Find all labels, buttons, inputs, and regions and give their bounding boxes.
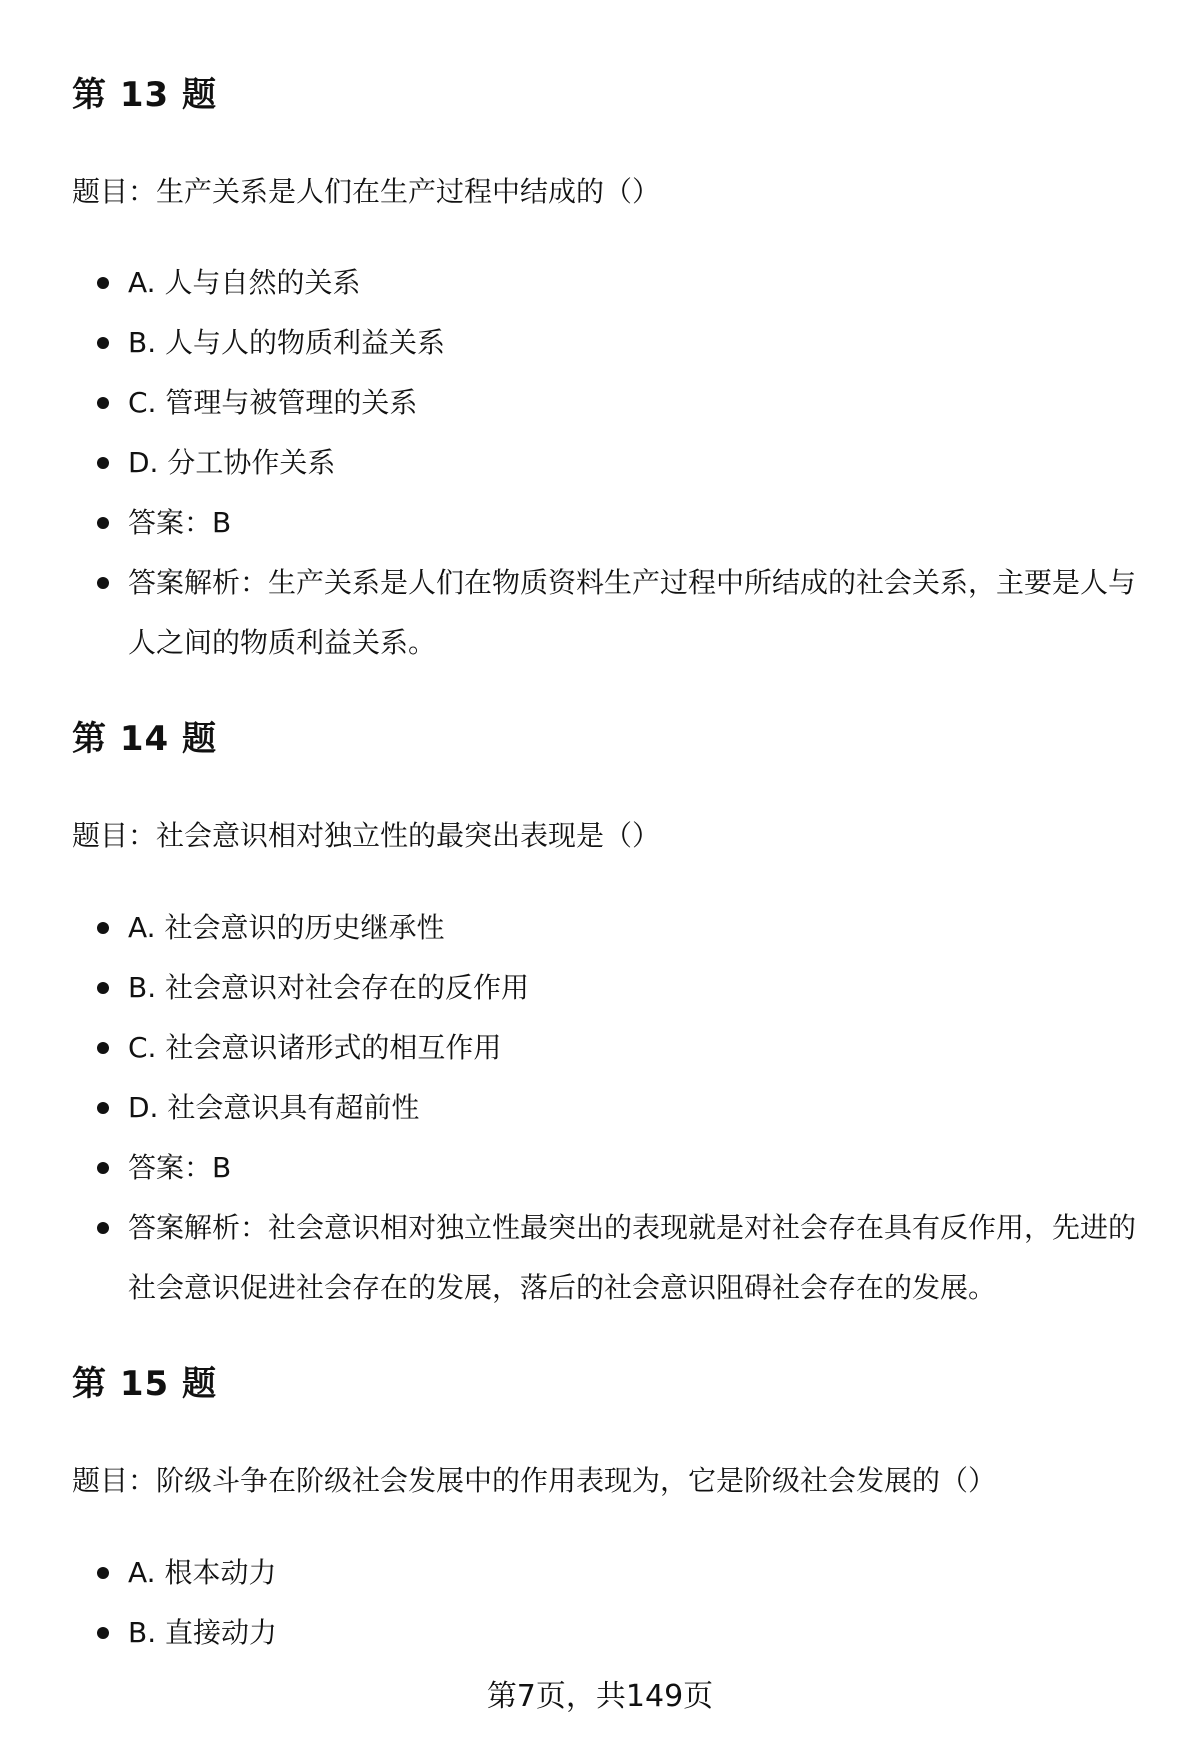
option-a [0,253,1200,313]
option-text: B. 社会意识对社会存在的反作用 [128,971,530,1004]
option-c [0,1018,1200,1078]
bullet-icon [97,337,109,349]
answer-explanation [0,1198,1200,1318]
bullet-icon [97,1567,109,1579]
option-text: D. 分工协作关系 [128,446,336,479]
question-title: 第 15 题 [72,1364,217,1404]
answer-explanation [0,553,1200,673]
option-a [0,898,1200,958]
option-text: D. 社会意识具有超前性 [128,1091,420,1124]
option-text: B. 人与人的物质利益关系 [128,326,446,359]
answer-text: 答案：B [128,506,232,539]
question-stem: 题目：阶级斗争在阶级社会发展中的作用表现为，它是阶级社会发展的（） [72,1464,997,1497]
option-b [0,958,1200,1018]
answer [0,493,1200,553]
bullet-icon [97,922,109,934]
option-a [0,1543,1200,1603]
option-b [0,1603,1200,1663]
bullet-icon [97,1222,109,1234]
explanation-text: 答案解析：生产关系是人们在物质资料生产过程中所结成的社会关系，主要是人与人之间的物质利益关系。 [128,566,1137,659]
page-number: 第7页，共149页 [486,1679,714,1714]
question-stem: 题目：生产关系是人们在生产过程中结成的（） [72,175,661,208]
option-list [0,253,1200,673]
answer [0,1138,1200,1198]
bullet-icon [97,517,109,529]
bullet-icon [97,1042,109,1054]
bullet-icon [97,577,109,589]
bullet-icon [97,1102,109,1114]
option-b [0,313,1200,373]
option-text: A. 人与自然的关系 [128,266,361,299]
explanation-text: 答案解析：社会意识相对独立性最突出的表现就是对社会存在具有反作用，先进的社会意识促进社会存在的发展，落后的社会意识阻碍社会存在的发展。 [128,1211,1137,1304]
bullet-icon [97,982,109,994]
answer-text: 答案：B [128,1151,232,1184]
option-c [0,373,1200,433]
option-d [0,433,1200,493]
question-title: 第 14 题 [72,719,217,759]
bullet-icon [97,397,109,409]
question-stem: 题目：社会意识相对独立性的最突出表现是（） [72,819,661,852]
question-title: 第 13 题 [72,75,217,115]
bullet-icon [97,1627,109,1639]
option-d [0,1078,1200,1138]
bullet-icon [97,277,109,289]
option-text: A. 社会意识的历史继承性 [128,911,445,944]
option-list [0,898,1200,1318]
option-text: C. 管理与被管理的关系 [128,386,418,419]
bullet-icon [97,457,109,469]
bullet-icon [97,1162,109,1174]
option-text: C. 社会意识诸形式的相互作用 [128,1031,502,1064]
option-list [0,1543,1200,1663]
option-text: B. 直接动力 [128,1616,278,1649]
option-text: A. 根本动力 [128,1556,277,1589]
